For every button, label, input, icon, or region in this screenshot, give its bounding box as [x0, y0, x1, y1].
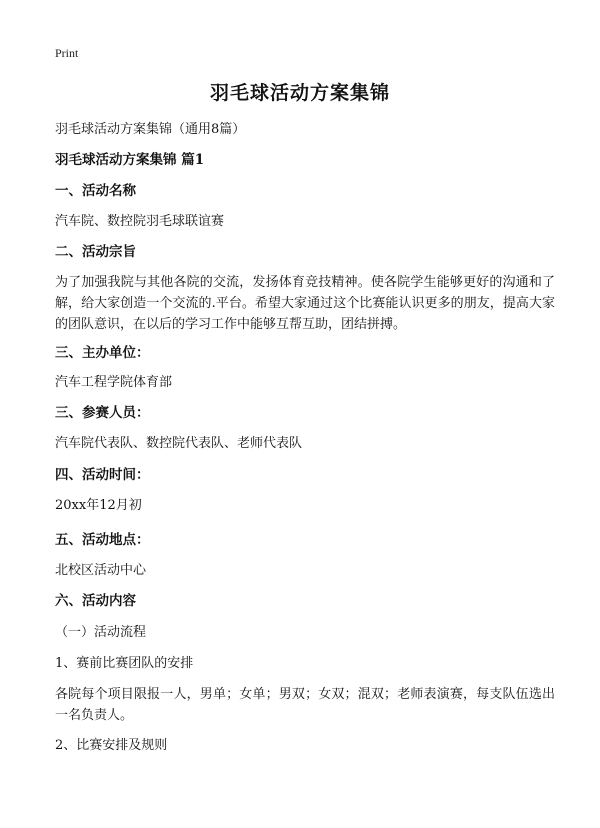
content-subheading-process: （一）活动流程 [55, 625, 147, 640]
participants-text: 汽车院代表队、数控院代表队、老师代表队 [55, 436, 303, 451]
time-text: 20xx年12月初 [55, 498, 142, 513]
document-title: 羽毛球活动方案集锦 [209, 82, 390, 104]
section-heading-activity-name: 一、活动名称 [55, 183, 136, 199]
purpose-paragraph: 为了加强我院与其他各院的交流，发扬体育竞技精神。使各院学生能够更好的沟通和了解，给大家创造一个交流的.平台。希望大家通过这个比赛能认识更多的朋友，提高大家的团队意识，在以后的学习工作中能够互帮互助，团结拼搏。 [55, 275, 555, 332]
location-text: 北校区活动中心 [55, 563, 147, 578]
chapter-heading: 羽毛球活动方案集锦 篇1 [55, 152, 205, 168]
activity-name-text: 汽车院、数控院羽毛球联谊赛 [55, 214, 225, 229]
content-item-team-arrangement: 1、赛前比赛团队的安排 [55, 656, 194, 671]
section-heading-time: 四、活动时间： [55, 467, 150, 483]
section-heading-organizer: 三、主办单位： [55, 345, 150, 361]
section-heading-participants: 三、参赛人员： [55, 405, 150, 421]
section-heading-location: 五、活动地点： [55, 532, 150, 548]
organizer-text: 汽车工程学院体育部 [55, 375, 173, 390]
section-heading-content: 六、活动内容 [55, 593, 136, 609]
team-arrangement-paragraph: 各院每个项目限报一人，男单；女单；男双；女双；混双；老师表演赛，每支队伍选出一名负责人。 [55, 687, 555, 723]
content-item-rules: 2、比赛安排及规则 [55, 738, 168, 753]
print-label: Print [55, 46, 79, 60]
document-subtitle: 羽毛球活动方案集锦（通用8篇） [55, 122, 246, 137]
section-heading-purpose: 二、活动宗旨 [55, 244, 136, 260]
